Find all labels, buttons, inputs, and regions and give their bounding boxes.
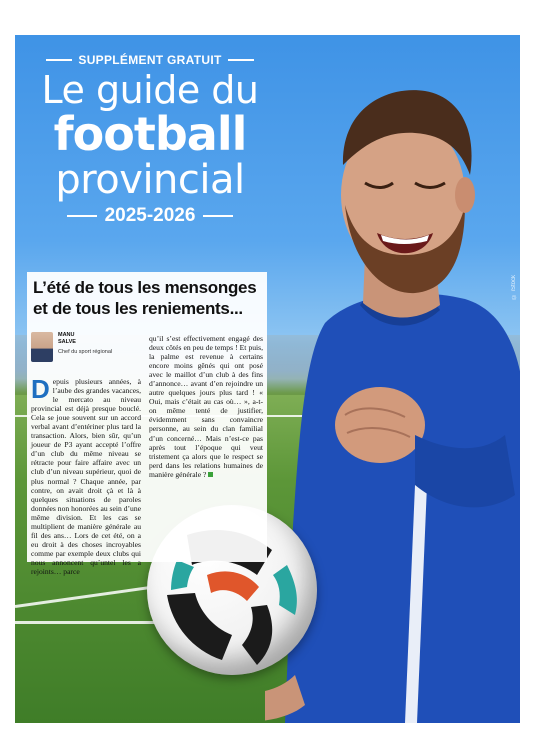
article-text-1: epuis plusieurs années, à l’aube des grandes vacances, le mercato au niveau provincial est déjà presque bouclé. Cela se joue souvent sur un accord verbal avant d’entériner plus tard la transaction. Alors, bien sûr, qu’un joueur de P3 ayant accepté l’offre d’un club du même niveau se rétracte pour faire affaire avec un club d’un niveau supérieur, quoi de plus normal ? Chaque année, par contre, on avait droit çà et là à quelques situations de paroles données non honorées au sein d’une même division. Et les cas se multiplient de manière générale au fil des ans… Lors de cet été, on a eu droit à des choses incroyables comme par exemple deux clubs qui nous annoncent qu’untel les a rejoints… parce — [31, 377, 141, 576]
end-mark-icon — [208, 472, 213, 477]
photo-credit: © iStock — [511, 275, 517, 300]
cover-title-block — [30, 53, 270, 227]
cover-title-line3: provincial — [55, 157, 245, 203]
article-column-2 — [149, 334, 263, 479]
author-name — [58, 332, 76, 346]
title-rule — [228, 59, 254, 61]
headline-line2: et de tous les reniements... — [33, 299, 243, 318]
season-text: 2025-2026 — [104, 205, 196, 226]
headline-line1: L’été de tous les mensonges — [33, 278, 257, 297]
title-rule — [203, 215, 233, 217]
season-label — [30, 205, 270, 227]
supplement-kicker — [30, 53, 270, 67]
author-last-name: SALVE — [58, 339, 76, 345]
article-headline — [33, 277, 268, 319]
article-column-1 — [31, 374, 141, 576]
author-byline — [31, 332, 143, 364]
author-first-name: MANU — [58, 332, 75, 338]
pitch-line — [15, 621, 165, 624]
editorial-box — [27, 272, 267, 576]
article-text-2: qu’il s’est effectivement engagé des deux côtés en peu de temps ! Et puis, la palme est revenue à certains encore moins gênés qui ont posé avec le maillot d’un club à des fins d’annonce… avant d’en rejoindre un autre quelques jours plus tard ! « Oui, mais c’était au cas où… », a-t-on même tenté de justifier, évidemment sans convaincre personne, au sein du clan familial d’un concerné… Mais n’est-ce pas après tout l’époque qui veut tristement ça alors que le respect se perd dans les relations humaines de manière générale ? — [149, 334, 263, 479]
title-rule — [67, 215, 97, 217]
cover-title-line2: football — [53, 107, 247, 161]
supplement-label: SUPPLÉMENT GRATUIT — [78, 53, 222, 67]
dropcap: D — [31, 374, 50, 404]
title-rule — [46, 59, 72, 61]
author-role: Chef du sport régional — [58, 349, 113, 355]
cover-title-line1: Le guide du — [41, 68, 259, 112]
author-avatar — [31, 332, 53, 362]
